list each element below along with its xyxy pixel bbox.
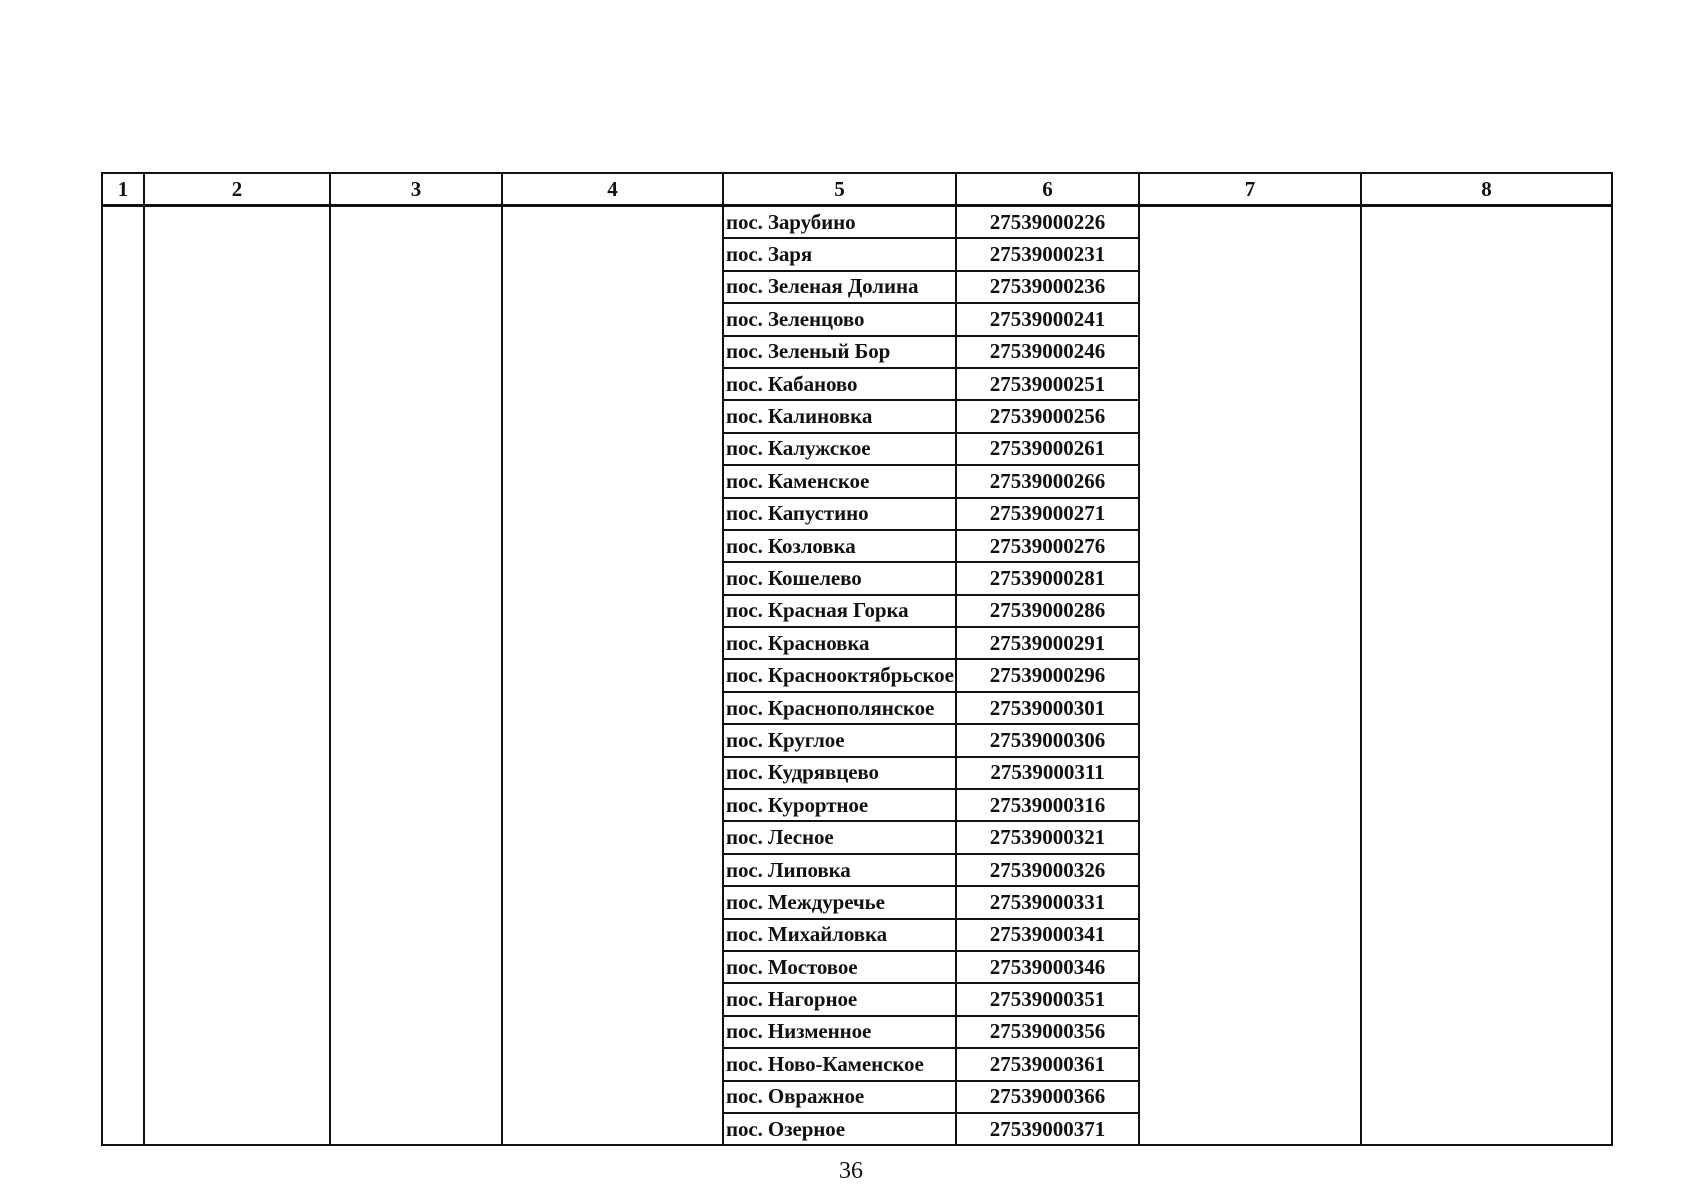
column-header-1: 1 <box>102 173 144 206</box>
settlement-name-cell: пос. Озерное <box>723 1113 956 1145</box>
settlement-name-cell: пос. Овражное <box>723 1081 956 1113</box>
settlement-name-cell: пос. Ново-Каменское <box>723 1048 956 1080</box>
settlement-code-cell: 27539000311 <box>956 757 1139 789</box>
settlement-name-cell: пос. Круглое <box>723 724 956 756</box>
settlement-code-cell: 27539000326 <box>956 854 1139 886</box>
column-header-3: 3 <box>330 173 502 206</box>
settlement-name-cell: пос. Курортное <box>723 789 956 821</box>
column-header-2: 2 <box>144 173 330 206</box>
settlement-name-cell: пос. Каменское <box>723 465 956 497</box>
settlement-code-cell: 27539000356 <box>956 1016 1139 1048</box>
column-header-6: 6 <box>956 173 1139 206</box>
page-number: 36 <box>839 1158 863 1184</box>
settlement-code-cell: 27539000341 <box>956 919 1139 951</box>
empty-column-1-cell <box>102 206 144 1146</box>
settlement-name-cell: пос. Заря <box>723 238 956 270</box>
settlement-name-cell: пос. Калиновка <box>723 400 956 432</box>
settlement-name-cell: пос. Липовка <box>723 854 956 886</box>
settlement-code-cell: 27539000301 <box>956 692 1139 724</box>
settlement-name-cell: пос. Краснополянское <box>723 692 956 724</box>
settlement-code-cell: 27539000251 <box>956 368 1139 400</box>
settlement-code-cell: 27539000236 <box>956 271 1139 303</box>
empty-column-7-cell <box>1139 206 1361 1146</box>
settlement-code-cell: 27539000261 <box>956 433 1139 465</box>
empty-column-4-cell <box>502 206 723 1146</box>
settlement-code-cell: 27539000306 <box>956 724 1139 756</box>
settlement-code-cell: 27539000371 <box>956 1113 1139 1145</box>
empty-column-8-cell <box>1361 206 1612 1146</box>
settlement-code-cell: 27539000271 <box>956 498 1139 530</box>
settlement-name-cell: пос. Кошелево <box>723 562 956 594</box>
settlement-code-cell: 27539000331 <box>956 886 1139 918</box>
settlement-code-cell: 27539000266 <box>956 465 1139 497</box>
table-body <box>102 206 1612 1146</box>
empty-column-2-cell <box>144 206 330 1146</box>
settlement-code-cell: 27539000321 <box>956 821 1139 853</box>
settlement-code-cell: 27539000296 <box>956 659 1139 691</box>
settlement-name-cell: пос. Нагорное <box>723 983 956 1015</box>
settlement-name-cell: пос. Кудрявцево <box>723 757 956 789</box>
settlement-code-cell: 27539000246 <box>956 336 1139 368</box>
settlement-code-cell: 27539000286 <box>956 595 1139 627</box>
settlement-name-cell: пос. Междуречье <box>723 886 956 918</box>
settlement-code-cell: 27539000291 <box>956 627 1139 659</box>
column-number-row <box>102 173 1612 206</box>
settlement-name-cell: пос. Красная Горка <box>723 595 956 627</box>
settlement-name-cell: пос. Лесное <box>723 821 956 853</box>
column-header-7: 7 <box>1139 173 1361 206</box>
settlement-name-cell: пос. Зеленцово <box>723 303 956 335</box>
settlement-code-cell: 27539000361 <box>956 1048 1139 1080</box>
settlement-code-cell: 27539000276 <box>956 530 1139 562</box>
settlement-code-cell: 27539000256 <box>956 400 1139 432</box>
settlement-name-cell: пос. Кабаново <box>723 368 956 400</box>
column-header-5: 5 <box>723 173 956 206</box>
settlement-name-cell: пос. Калужское <box>723 433 956 465</box>
settlement-name-cell: пос. Козловка <box>723 530 956 562</box>
settlement-code-cell: 27539000316 <box>956 789 1139 821</box>
empty-column-3-cell <box>330 206 502 1146</box>
settlement-name-cell: пос. Красновка <box>723 627 956 659</box>
settlement-name-cell: пос. Зеленая Долина <box>723 271 956 303</box>
settlement-name-cell: пос. Зеленый Бор <box>723 336 956 368</box>
settlement-table <box>101 172 1613 1146</box>
settlement-code-cell: 27539000351 <box>956 983 1139 1015</box>
settlement-name-cell: пос. Михайловка <box>723 919 956 951</box>
table-header <box>102 173 1612 206</box>
table-row <box>102 206 1612 239</box>
settlement-code-cell: 27539000366 <box>956 1081 1139 1113</box>
settlement-code-cell: 27539000231 <box>956 238 1139 270</box>
settlement-name-cell: пос. Низменное <box>723 1016 956 1048</box>
settlement-name-cell: пос. Капустино <box>723 498 956 530</box>
settlement-code-cell: 27539000226 <box>956 206 1139 239</box>
column-header-8: 8 <box>1361 173 1612 206</box>
settlement-code-cell: 27539000281 <box>956 562 1139 594</box>
settlement-name-cell: пос. Мостовое <box>723 951 956 983</box>
settlement-name-cell: пос. Зарубино <box>723 206 956 239</box>
settlement-code-cell: 27539000241 <box>956 303 1139 335</box>
settlement-code-cell: 27539000346 <box>956 951 1139 983</box>
settlement-name-cell: пос. Краснооктябрьское <box>723 659 956 691</box>
column-header-4: 4 <box>502 173 723 206</box>
